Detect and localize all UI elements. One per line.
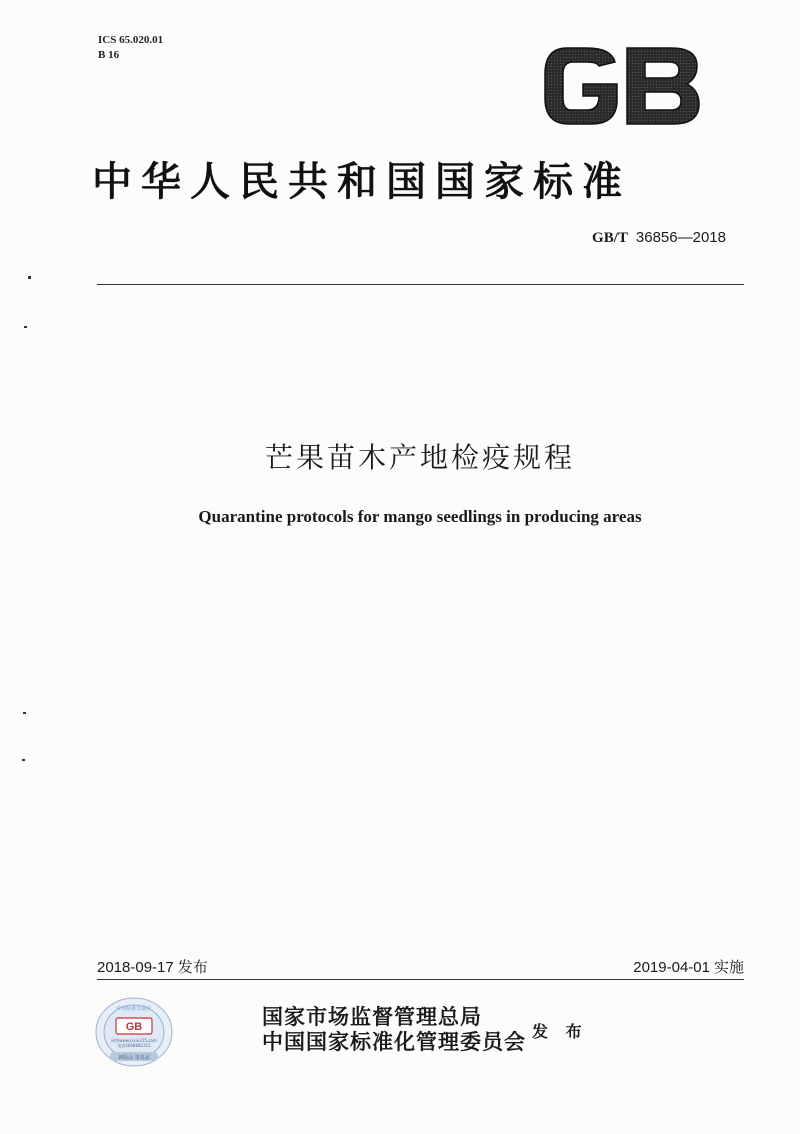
implementation-date-label: 实施 <box>713 958 744 976</box>
ccs-code: B 16 <box>98 49 120 61</box>
standard-number <box>592 228 726 247</box>
issuer-sac: 中国国家标准化管理委员会 <box>262 1029 526 1054</box>
standard-number-value: 36856—2018 <box>635 229 726 246</box>
svg-text:GB: GB <box>125 1021 143 1033</box>
issuing-authorities <box>262 1004 526 1054</box>
issue-date-value: 2018-09-17 <box>97 959 174 976</box>
scan-mark <box>22 759 25 761</box>
seal-footer: 新版品 量真品 <box>118 1055 150 1061</box>
gb-logo-text: GB <box>541 44 543 45</box>
seal-ring-text: 中国标准出版社 <box>116 1006 152 1012</box>
publish-label: 发 布 <box>532 1022 588 1041</box>
anti-counterfeit-seal-icon <box>94 996 174 1068</box>
seal-phone: 电话4008682315 <box>117 1043 151 1048</box>
scan-mark <box>23 712 26 714</box>
implementation-date-value: 2019-04-01 <box>633 959 710 976</box>
implementation-date <box>633 956 744 977</box>
english-title: Quarantine protocols for mango seedlings in producing areas <box>198 507 642 526</box>
chinese-title: 芒果苗木产地检疫规程 <box>264 441 575 474</box>
issuer-samr: 国家市场监督管理总局 <box>262 1004 482 1029</box>
top-divider <box>97 284 744 285</box>
scan-mark <box>28 276 31 279</box>
scan-mark <box>24 326 27 328</box>
classification-codes <box>98 33 163 63</box>
bottom-divider <box>97 979 744 980</box>
issue-date <box>97 956 208 977</box>
gb-logo <box>541 44 703 128</box>
ics-code: ICS 65.020.01 <box>98 34 164 46</box>
standard-number-prefix: GB/T <box>592 230 628 246</box>
seal-website: 网络www.Lixiu315.com <box>111 1038 157 1043</box>
national-standard-title: 中华人民共和国国家标准 <box>92 158 631 205</box>
issue-date-label: 发布 <box>177 958 208 976</box>
